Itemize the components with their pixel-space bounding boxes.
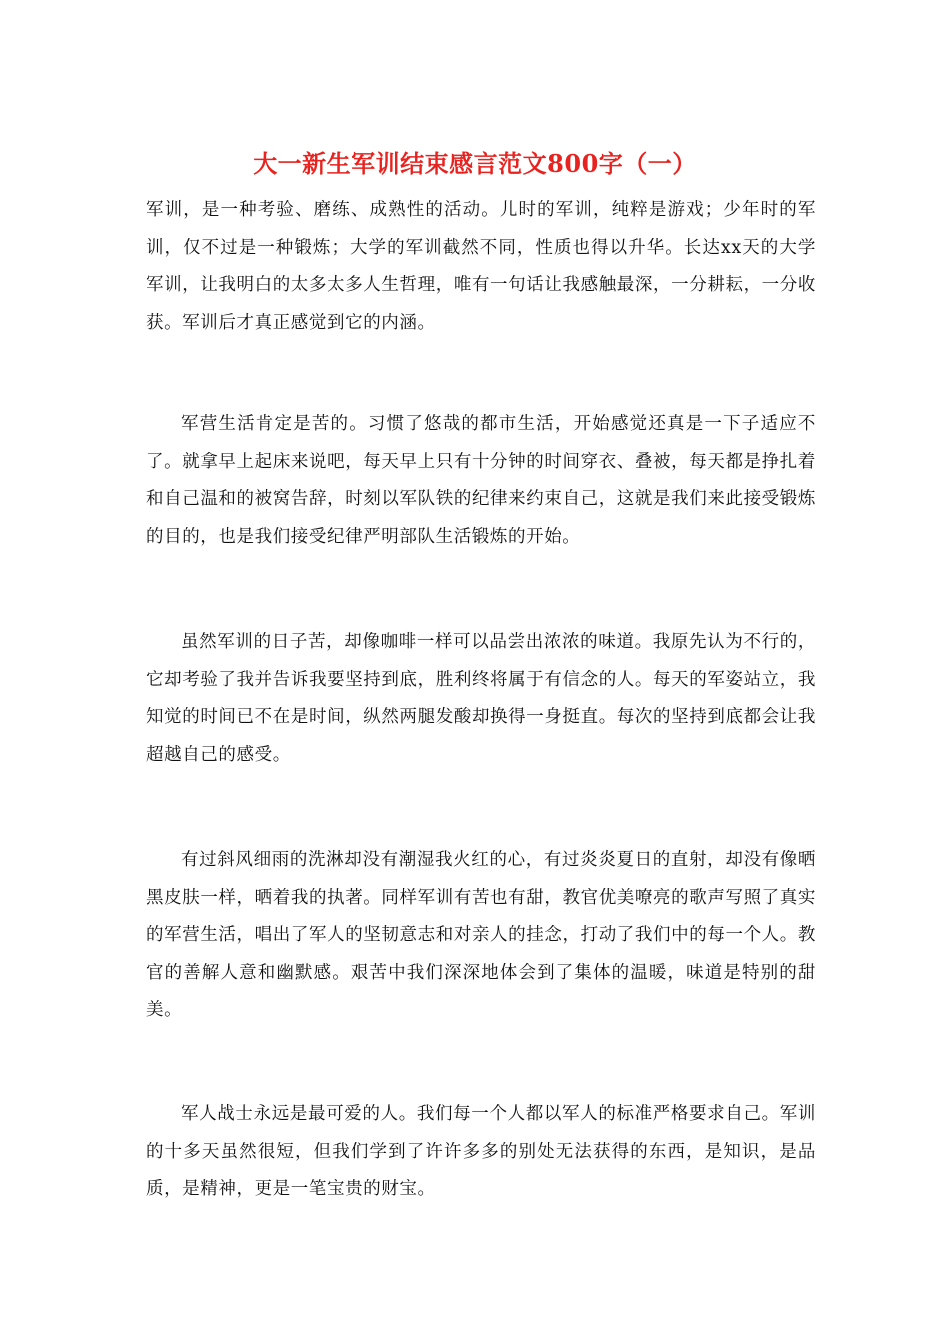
paragraph-5: 军人战士永远是最可爱的人。我们每一个人都以军人的标准严格要求自己。军训的十多天虽然很短，但我们学到了许许多多的别处无法获得的东西，是知识，是品质，是精神，更是一笔宝贵的财宝。 xyxy=(146,1104,816,1199)
paragraph-1: 军训，是一种考验、磨练、成熟性的活动。儿时的军训，纯粹是游戏；少年时的军训，仅不过是一种锻炼；大学的军训截然不同，性质也得以升华。长达xx天的大学军训，让我明白的太多太多人生哲理，唯有一句话让我感触最深，一分耕耘，一分收获。军训后才真正感觉到它的内涵。 xyxy=(146,200,816,333)
paragraph-3: 虽然军训的日子苦，却像咖啡一样可以品尝出浓浓的味道。我原先认为不行的，它却考验了我并告诉我要坚持到底，胜利终将属于有信念的人。每天的军姿站立，我知觉的时间已不在是时间，纵然两腿发酸却换得一身挺直。每次的坚持到底都会让我超越自己的感受。 xyxy=(146,632,816,765)
paragraph-2: 军营生活肯定是苦的。习惯了悠哉的都市生活，开始感觉还真是一下子适应不了。就拿早上起床来说吧，每天早上只有十分钟的时间穿衣、叠被，每天都是挣扎着和自己温和的被窝告辞，时刻以军队铁的纪律来约束自己，这就是我们来此接受锻炼的目的，也是我们接受纪律严明部队生活锻炼的开始。 xyxy=(146,414,816,547)
paragraph-4: 有过斜风细雨的洗淋却没有潮湿我火红的心，有过炎炎夏日的直射，却没有像晒黑皮肤一样，晒着我的执著。同样军训有苦也有甜，教官优美嘹亮的歌声写照了真实的军营生活，唱出了军人的坚韧意志和对亲人的挂念，打动了我们中的每一个人。教官的善解人意和幽默感。艰苦中我们深深地体会到了集体的温暖，味道是特别的甜美。 xyxy=(146,850,816,1020)
document-title: 大一新生军训结束感言范文800字（一） xyxy=(253,149,697,178)
